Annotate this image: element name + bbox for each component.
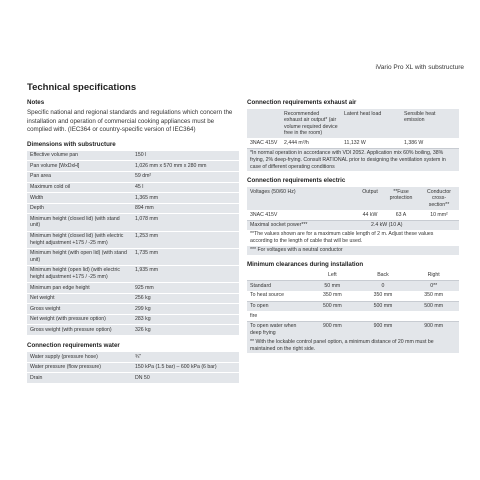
water-title: Connection requirements water [27,342,120,350]
exhaust-header-cell: Sensible heat emission [401,109,459,138]
electric-header-cell: Voltages (50/60 Hz) [247,187,357,210]
electric-title: Connection requirements electric [247,177,346,185]
dimension-row-value: 299 kg [132,304,239,315]
water-row [27,352,239,362]
dimension-row-value: 256 kg [132,293,239,304]
clearance-label: fire [247,311,307,321]
dimension-row-value: 326 kg [132,325,239,336]
exhaust-header-cell: Latent heat load [341,109,401,138]
dimensions-table [27,151,239,336]
exhaust-cell: 2,444 m³/h [281,138,341,148]
dimension-row-value: 283 kg [132,314,239,325]
dimension-row-value: 894 mm [132,203,239,214]
clearance-value: 0 [358,281,409,291]
dimension-row-label: Pan volume [WxDxH] [27,161,132,172]
water-row-label: Drain [27,373,132,384]
clearance-header-cell: Right [427,272,440,279]
electric-header-cell: Conductor cross-section** [419,187,459,210]
clearance-value: 900 mm [358,321,409,338]
electric-cell: 3NAC 415V [247,210,357,220]
clearance-value: 0** [408,281,459,291]
clearance-label: To heat source [247,291,307,301]
dimension-row [27,161,239,172]
clearance-header-cell: Back [377,272,389,279]
dimension-row [27,214,239,231]
clearance-value: 350 mm [358,291,409,301]
clearance-row [247,301,459,311]
clearance-header-cell: Left [328,272,337,279]
electric-row [247,210,459,220]
clearance-row [247,321,459,338]
electric-note-1: **The values shown are for a maximum cable length of 2 m. Adjust these values according to the length of cable that will be used. [247,230,459,246]
water-row [27,373,239,384]
dimension-row [27,325,239,336]
clearance-row [247,311,459,321]
water-table [27,352,239,384]
clearance-label: To open [247,301,307,311]
document-header: iVario Pro XL with substructure [375,64,464,71]
page-title: Technical specifications [27,82,137,93]
clearance-value: 500 mm [307,301,358,311]
dimension-row-label: Net weight [27,293,132,304]
clearance-value: 900 mm [307,321,358,338]
clearance-value: 350 mm [408,291,459,301]
electric-note-2: *** For voltages with a neutral conductor [247,246,459,255]
electric-header-cell: Output [357,187,383,210]
exhaust-cell: 3NAC 415V [247,138,281,148]
electric-header-cell: **Fuse protection [383,187,419,210]
exhaust-header-cell: Recommended exhaust air output* (air volume required device free in the room) [281,109,341,138]
clearance-value [358,311,409,321]
dimension-row [27,171,239,182]
dimension-row [27,265,239,282]
dimension-row [27,203,239,214]
clearance-value: 500 mm [408,301,459,311]
dimension-row-label: Width [27,193,132,204]
clearance-value: 50 mm [307,281,358,291]
dimension-row-value: 45 l [132,182,239,193]
clearance-header-cell [247,271,307,281]
dimensions-title: Dimensions with substructure [27,140,116,148]
dimension-row [27,231,239,248]
left-column [27,99,239,384]
right-column [247,99,459,353]
dimension-row-label: Depth [27,203,132,214]
dimension-row-label: Minimum height (open lid) (with electric height adjustment +175 / -25 mm) [27,265,132,282]
water-row [27,362,239,373]
dimension-row-value: 1,253 mm [132,231,239,248]
dimension-row-value: 1,078 mm [132,214,239,231]
water-row-value: DN 50 [132,373,239,384]
exhaust-table [247,109,459,149]
clearance-value [408,311,459,321]
dimension-row [27,283,239,294]
notes-text: Specific national and regional standards and regulations which concern the installation and operation of commercial cooking appliances must be complied with. (IEC364 or country-specific version of IEC364) [27,109,233,134]
dimension-row-label: Maximum cold oil [27,182,132,193]
notes-title: Notes [27,99,45,106]
clearances-note: ** With the lockable control panel option, a minimum distance of 20 mm must be maintained on the right side. [247,338,459,354]
socket-row [247,220,459,230]
dimension-row [27,314,239,325]
dimension-row-value: 1,365 mm [132,193,239,204]
dimension-row [27,151,239,161]
dimension-row-label: Gross weight (with pressure option) [27,325,132,336]
clearance-value: 500 mm [358,301,409,311]
dimension-row [27,248,239,265]
dimension-row-value: 1,935 mm [132,265,239,282]
socket-label: Maximal socket power*** [247,220,357,230]
water-row-value: ¾" [132,352,239,362]
dimension-row-label: Gross weight [27,304,132,315]
dimension-row-value: 59 dm² [132,171,239,182]
dimension-row-label: Minimum height (closed lid) (with stand unit) [27,214,132,231]
clearance-value: 350 mm [307,291,358,301]
dimension-row-label: Net weight (with pressure option) [27,314,132,325]
exhaust-title: Connection requirements exhaust air [247,99,357,106]
dimension-row-label: Minimum height (closed lid) (with electric height adjustment +175 / -25 mm) [27,231,132,248]
exhaust-header-cell [247,109,281,138]
exhaust-cell: 1,386 W [401,138,459,148]
dimension-row [27,193,239,204]
water-row-label: Water pressure (flow pressure) [27,362,132,373]
electric-cell: 44 kW [357,210,383,220]
dimension-row-value: 1,026 mm x 570 mm x 280 mm [132,161,239,172]
clearance-label: To open water when deep frying [247,321,307,338]
clearances-table [247,271,459,338]
clearance-label: Standard [247,281,307,291]
exhaust-note: *In normal operation in accordance with VDI 2052. Application mix 60% boiling, 38% frying, 2% deep-frying. Consult RATIONAL prior to designing the ventilation system in case of different operating conditions [247,149,459,171]
dimension-row-label: Effective volume pan [27,151,132,161]
water-row-value: 150 kPa (1.5 bar) – 600 kPa (6 bar) [132,362,239,373]
socket-value: 2.4 kW (10 A) [357,220,459,230]
clearances-title: Minimum clearances during installation [247,260,364,268]
clearance-value: 900 mm [408,321,459,338]
water-row-label: Water supply (pressure hose) [27,352,132,362]
electric-cell: 10 mm² [419,210,459,220]
exhaust-cell: 11,132 W [341,138,401,148]
exhaust-row [247,138,459,148]
clearance-value [307,311,358,321]
dimension-row-value: 925 mm [132,283,239,294]
electric-table [247,187,459,230]
dimension-row-label: Pan area [27,171,132,182]
dimension-row-label: Minimum height (with open lid) (with stand unit) [27,248,132,265]
dimension-row [27,182,239,193]
dimension-row-value: 1,735 mm [132,248,239,265]
dimension-row-value: 150 l [132,151,239,161]
electric-cell: 63 A [383,210,419,220]
clearance-row [247,291,459,301]
dimension-row [27,293,239,304]
clearance-row [247,281,459,291]
dimension-row [27,304,239,315]
dimension-row-label: Minimum pan edge height [27,283,132,294]
